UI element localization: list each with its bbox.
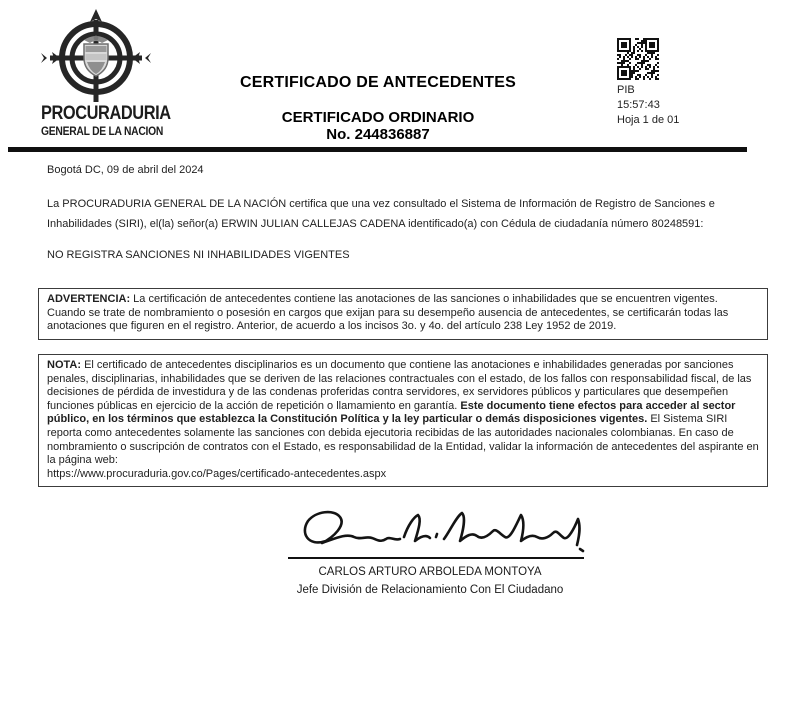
certificate-number: No. 244836887 (326, 126, 430, 143)
meta-code: PIB (617, 84, 635, 96)
qr-meta-block (617, 38, 757, 126)
certificate-type: CERTIFICADO ORDINARIO (281, 109, 475, 126)
nota-box (38, 354, 768, 487)
document-title: CERTIFICADO DE ANTECEDENTES (240, 74, 516, 91)
result-statement: NO REGISTRA SANCIONES NI INHABILIDADES VIGENTES (47, 249, 350, 261)
qr-code-icon (617, 38, 659, 80)
date-line: Bogotá DC, 09 de abril del 2024 (47, 164, 204, 176)
signer-name: CARLOS ARTURO ARBOLEDA MONTOYA (318, 566, 542, 578)
advertencia-label: ADVERTENCIA: (47, 293, 131, 305)
signature-image (296, 503, 586, 557)
procuraduria-logo (40, 8, 170, 144)
nota-text-2: El Sistema SIRI reporta como antecedentes solamente las sanciones con debida ejecutoria recibidas de las autoridades nacionales colombianas. En caso de nombramiento o suscripción de contratos con el Estado, es responsabilidad de la Entidad, validar la información de antecedentes del aspirante en la página web: (47, 413, 759, 467)
meta-time: 15:57:43 (617, 99, 660, 111)
signature-line (288, 557, 584, 559)
nota-label: NOTA: (47, 359, 82, 371)
header-divider (8, 147, 747, 152)
compass-emblem-icon (40, 8, 152, 104)
nota-bold-statement: Este documento tiene efectos para acceder al sector público, en los términos que establezca la Constitución Política y la ley particular o demás disposiciones vigentes. (47, 399, 736, 426)
logo-wordmark-line2: GENERAL DE LA NACION (41, 124, 164, 138)
certification-paragraph: La PROCURADURIA GENERAL DE LA NACIÓN certifica que una vez consultado el Sistema de Información de Registro de Sanciones e Inhabilidades (SIRI), el(la) señor(a) ERWIN JULIAN CALLEJAS CADENA identificado(a) con Cédula de ciudadanía número 80248591: (47, 198, 715, 230)
meta-page-info: Hoja 1 de 01 (617, 114, 680, 126)
verification-url: https://www.procuraduria.gov.co/Pages/certificado-antecedentes.aspx (47, 467, 387, 480)
nota-text-1: El certificado de antecedentes disciplinarios es un documento que contiene las anotaciones e inhabilidades generadas por sanciones penales, disciplinarias, inhabilidades que se deriven de las relaciones contractuales con el estado, de los fallos con responsabilidad fiscal, de las decisiones de pérdida de investidura y de las condenas proferidas contra servidores, ex servidores públicos y particulares que desempeñen funciones públicas en ejercicio de la acción de repetición o llamamiento en garantía. (47, 359, 752, 412)
signer-title: Jefe División de Relacionamiento Con El Ciudadano (296, 584, 564, 596)
logo-wordmark-line1: PROCURADURIA (41, 102, 171, 124)
advertencia-text: La certificación de antecedentes contiene las anotaciones de las sanciones o inhabilidades que se encuentren vigentes. Cuando se trate de nombramiento o posesión en cargos que exijan para su desempeño ausencia de antecedentes, se certificarán todas las anotaciones que figuren en el registro. Anterior, de acuerdo a los incisos 3o. y 4o. del artículo 238 Ley 1952 de 2019. (47, 293, 729, 333)
advertencia-box (38, 288, 768, 340)
